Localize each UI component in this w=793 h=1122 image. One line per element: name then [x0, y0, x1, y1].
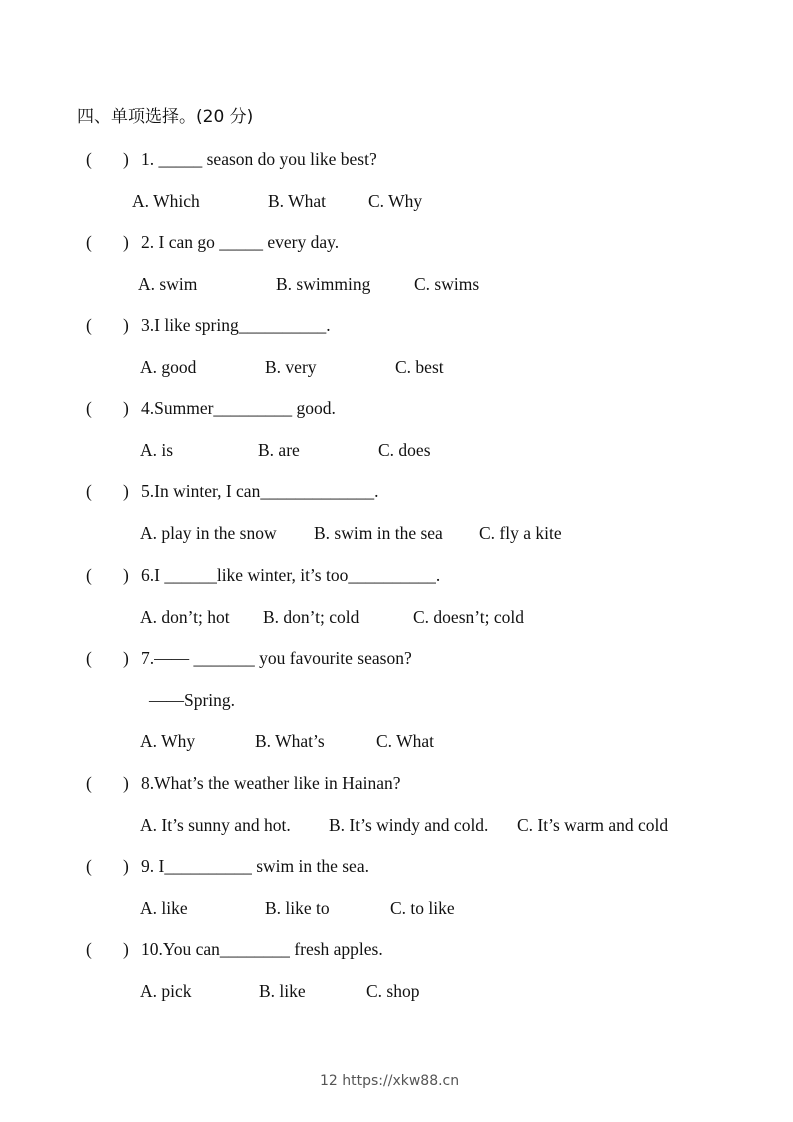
option-c: C. What	[376, 731, 435, 751]
question-stem: 4.Summer_________ good.	[141, 398, 336, 418]
option-a: A. Why	[140, 731, 196, 751]
option-a: A. good	[140, 357, 197, 377]
answer-bracket-close[interactable]: )	[123, 773, 129, 793]
option-b: B. like to	[265, 898, 330, 918]
option-a: A. pick	[140, 981, 192, 1001]
option-c: C. to like	[390, 898, 455, 918]
question-stem: 7.—— _______ you favourite season?	[141, 648, 412, 668]
option-a: A. play in the snow	[140, 523, 277, 543]
page-footer: 12 https://xkw88.cn	[320, 1073, 460, 1089]
option-a: A. like	[140, 898, 188, 918]
question-stem: 2. I can go _____ every day.	[141, 232, 340, 252]
question-stem: 6.I ______like winter, it’s too__________.	[141, 565, 441, 585]
option-c: C. shop	[366, 981, 420, 1001]
question-stem: 8.What’s the weather like in Hainan?	[141, 773, 401, 793]
answer-bracket-open[interactable]: (	[86, 149, 92, 169]
option-b: B. are	[258, 440, 300, 460]
option-a: A. It’s sunny and hot.	[140, 815, 291, 835]
option-c: C. Why	[368, 191, 423, 211]
option-b: B. What	[268, 191, 327, 211]
option-b: B. very	[265, 357, 317, 377]
answer-bracket-close[interactable]: )	[123, 149, 129, 169]
question-stem: 1. _____ season do you like best?	[141, 149, 377, 169]
option-c: C. doesn’t; cold	[413, 607, 524, 627]
option-a: A. swim	[138, 274, 198, 294]
answer-bracket-close[interactable]: )	[123, 648, 129, 668]
answer-bracket-close[interactable]: )	[123, 939, 129, 959]
answer-bracket-open[interactable]: (	[86, 565, 92, 585]
question-stem: 3.I like spring__________.	[141, 315, 331, 335]
option-b: B. It’s windy and cold.	[329, 815, 489, 835]
answer-bracket-close[interactable]: )	[123, 481, 129, 501]
option-b: B. swim in the sea	[314, 523, 443, 543]
answer-bracket-open[interactable]: (	[86, 315, 92, 335]
answer-bracket-open[interactable]: (	[86, 939, 92, 959]
option-c: C. swims	[414, 274, 480, 294]
answer-bracket-open[interactable]: (	[86, 648, 92, 668]
option-c: C. fly a kite	[479, 523, 562, 543]
answer-bracket-open[interactable]: (	[86, 773, 92, 793]
option-b: B. don’t; cold	[263, 607, 360, 627]
answer-bracket-close[interactable]: )	[123, 232, 129, 252]
option-b: B. What’s	[255, 731, 325, 751]
answer-bracket-close[interactable]: )	[123, 315, 129, 335]
question-stem: 9. I__________ swim in the sea.	[141, 856, 369, 876]
answer-bracket-open[interactable]: (	[86, 856, 92, 876]
answer-bracket-close[interactable]: )	[123, 565, 129, 585]
question-stem: 10.You can________ fresh apples.	[141, 939, 383, 959]
answer-bracket-open[interactable]: (	[86, 398, 92, 418]
option-a: A. Which	[132, 191, 200, 211]
answer-bracket-open[interactable]: (	[86, 232, 92, 252]
option-b: B. swimming	[276, 274, 371, 294]
answer-bracket-close[interactable]: )	[123, 398, 129, 418]
option-c: C. does	[378, 440, 431, 460]
section-title: 四、单项选择。(20 分)	[77, 107, 254, 127]
question-stem: 5.In winter, I can_____________.	[141, 481, 379, 501]
answer-bracket-close[interactable]: )	[123, 856, 129, 876]
option-b: B. like	[259, 981, 306, 1001]
option-c: C. best	[395, 357, 444, 377]
option-c: C. It’s warm and cold	[517, 815, 669, 835]
option-a: A. don’t; hot	[140, 607, 230, 627]
answer-bracket-open[interactable]: (	[86, 481, 92, 501]
answer-line: ——Spring.	[149, 690, 236, 710]
option-a: A. is	[140, 440, 174, 460]
